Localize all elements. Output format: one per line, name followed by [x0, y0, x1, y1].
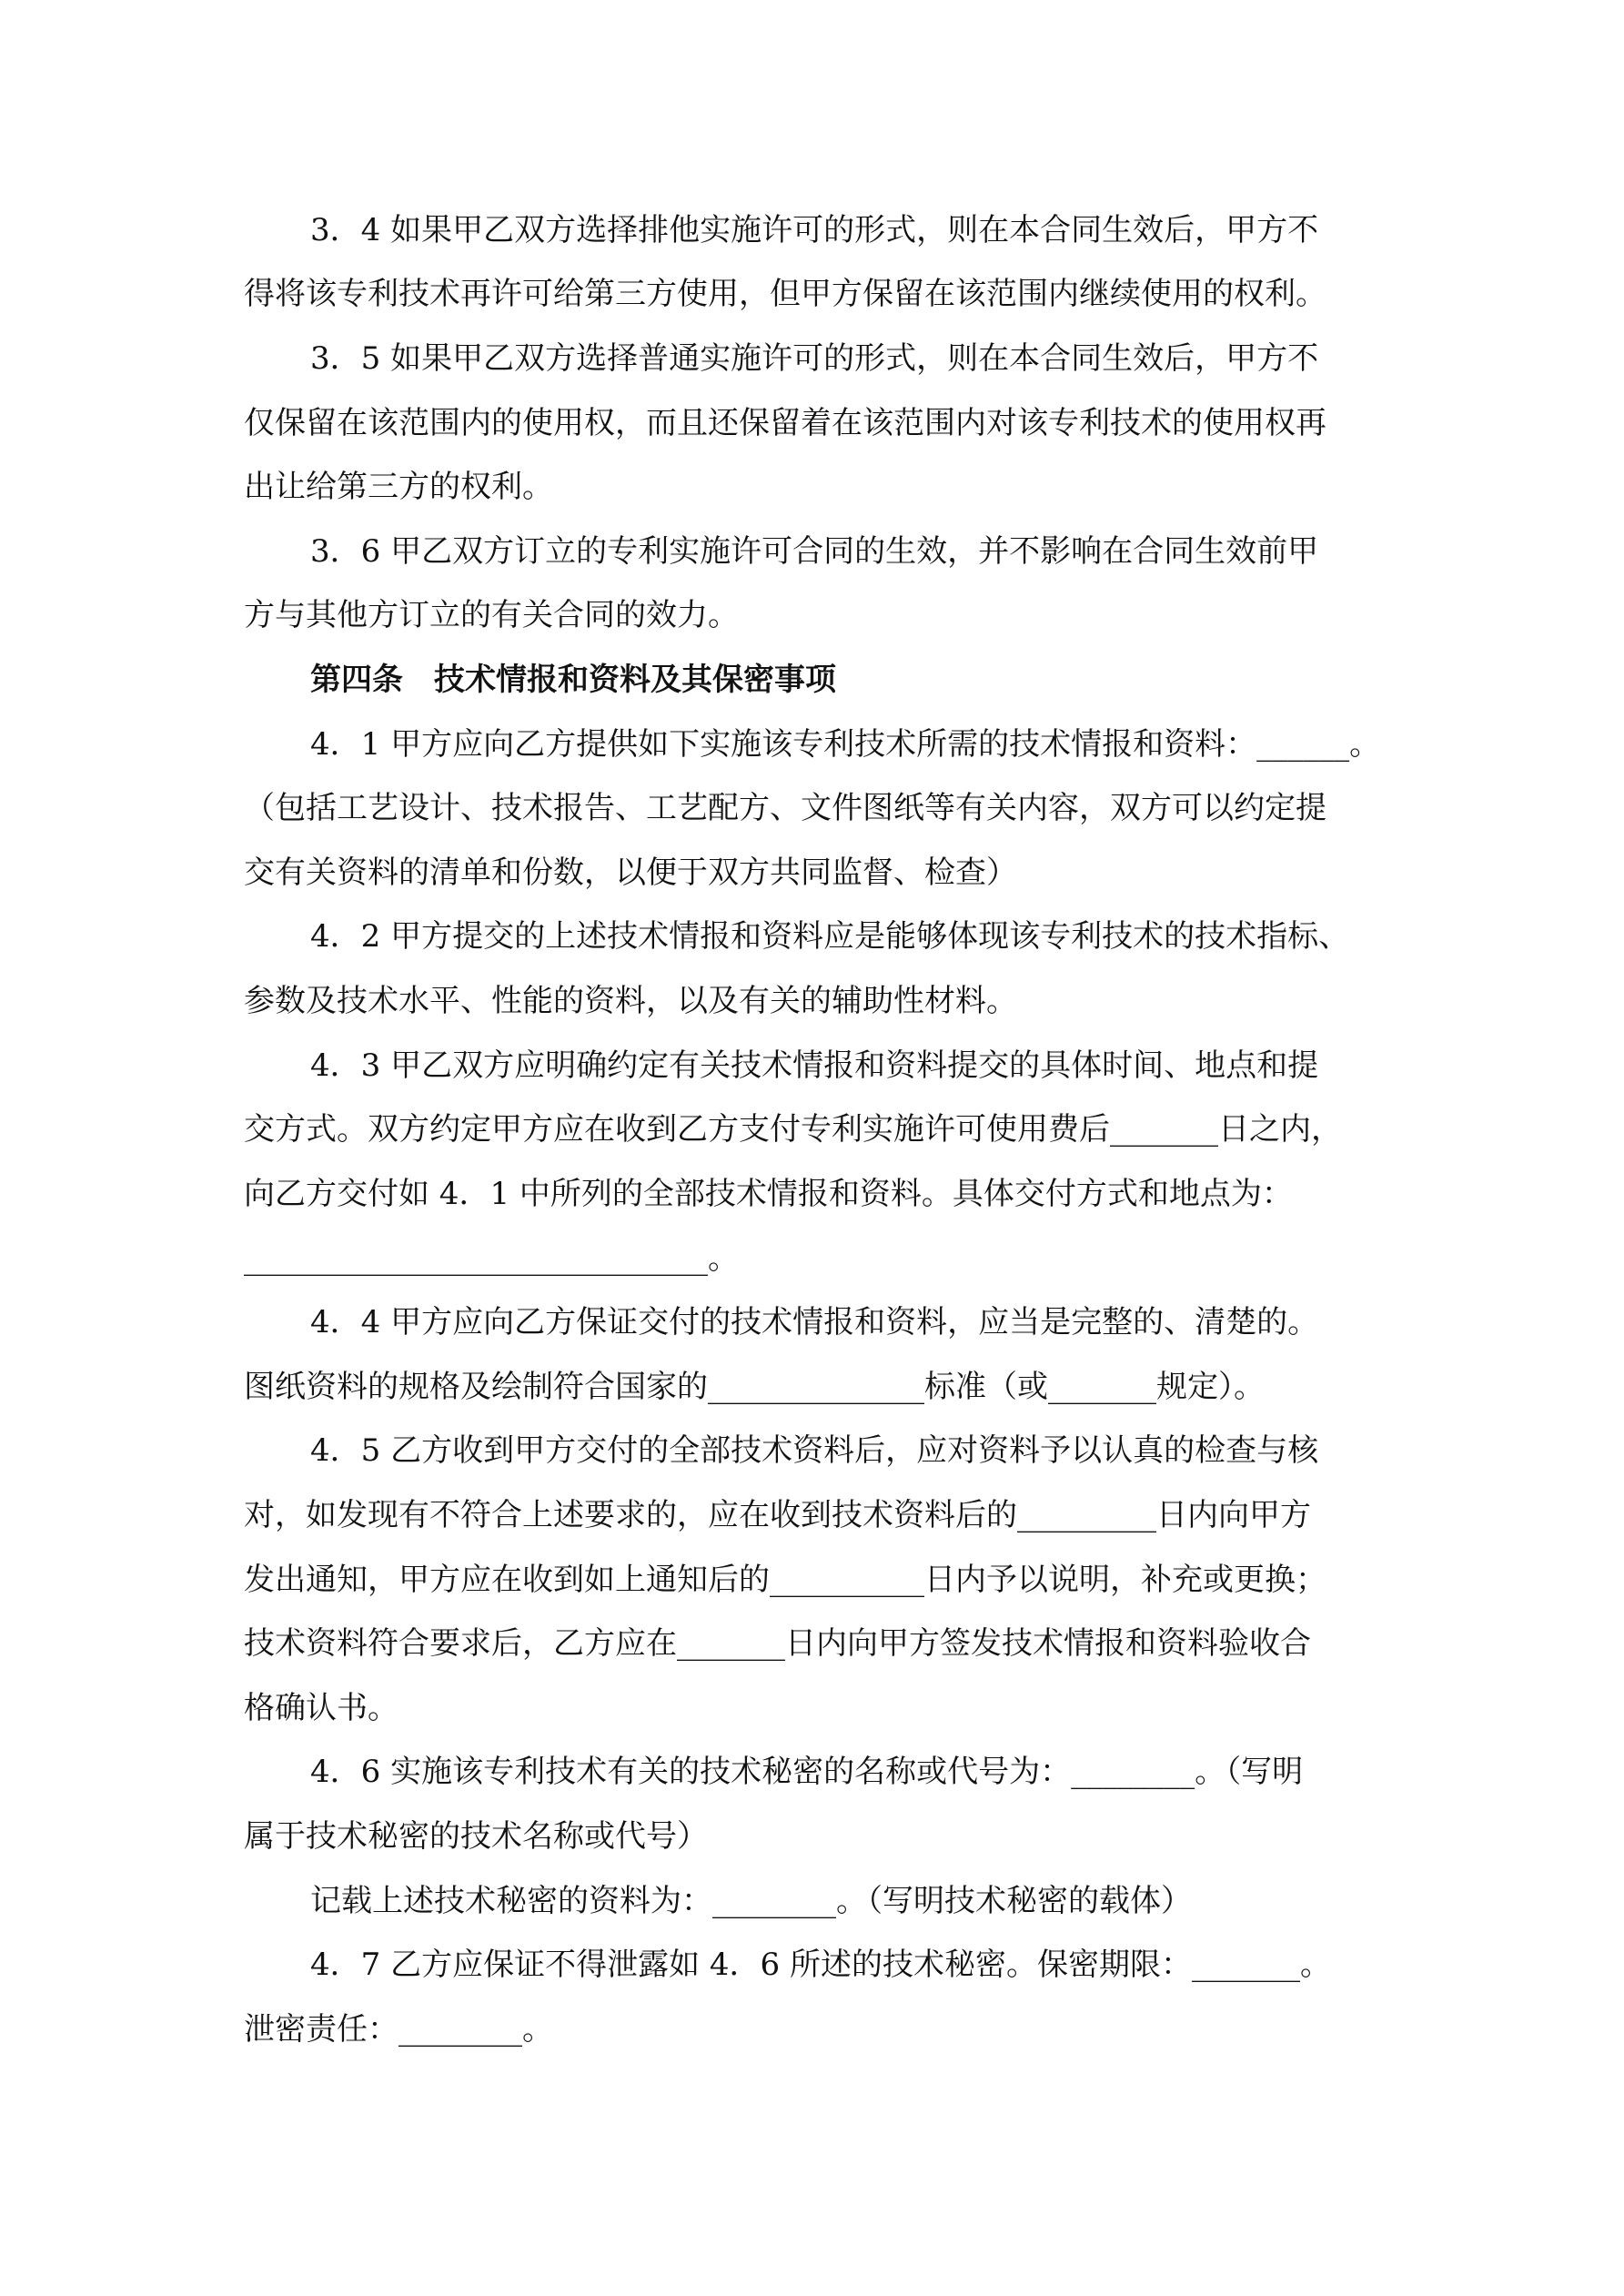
clause-4-6-line-1: 4．6 实施该专利技术有关的技术秘密的名称或代号为：________。（写明: [310, 1754, 1304, 1790]
clause-4-4-line-2: 图纸资料的规格及绘制符合国家的______________标准（或_______规定）。: [244, 1369, 1265, 1405]
clause-4-5-line-3: 发出通知，甲方应在收到如上通知后的__________日内予以说明，补充或更换；: [244, 1562, 1326, 1598]
clause-3-6-line-1: 3．6 甲乙双方订立的专利实施许可合同的生效，并不影响在合同生效前甲: [310, 533, 1319, 570]
clause-4-3-line-4: ______________________________。: [244, 1240, 739, 1277]
clause-4-6-line-3: 记载上述技术秘密的资料为：________。（写明技术秘密的载体）: [310, 1883, 1192, 1919]
clause-4-1-line-1: 4．1 甲方应向乙方提供如下实施该专利技术所需的技术情报和资料：______。: [310, 726, 1381, 763]
clause-4-5-line-4: 技术资料符合要求后，乙方应在_______日内向甲方签发技术情报和资料验收合: [244, 1625, 1311, 1662]
clause-4-3-line-3: 向乙方交付如 4．1 中所列的全部技术情报和资料。具体交付方式和地点为：: [244, 1176, 1293, 1212]
clause-4-6-line-2: 属于技术秘密的技术名称或代号）: [244, 1818, 708, 1855]
clause-4-3-line-1: 4．3 甲乙双方应明确约定有关技术情报和资料提交的具体时间、地点和提: [310, 1047, 1319, 1084]
clause-4-2-line-1: 4．2 甲方提交的上述技术情报和资料应是能够体现该专利技术的技术指标、: [310, 918, 1350, 955]
clause-4-3-line-2: 交方式。双方约定甲方应在收到乙方支付专利实施许可使用费后_______日之内，: [244, 1111, 1342, 1148]
clause-4-5-line-5: 格确认书。: [244, 1690, 398, 1726]
clause-4-7-line-2: 泄密责任：________。: [244, 2011, 553, 2048]
clause-4-5-line-2: 对，如发现有不符合上述要求的，应在收到技术资料后的_________日内向甲方: [244, 1497, 1311, 1533]
clause-4-2-line-2: 参数及技术水平、性能的资料，以及有关的辅助性材料。: [244, 983, 1017, 1019]
clause-4-5-line-1: 4．5 乙方收到甲方交付的全部技术资料后，应对资料予以认真的检查与核: [310, 1432, 1319, 1469]
clause-4-1-line-2: （包括工艺设计、技术报告、工艺配方、文件图纸等有关内容，双方可以约定提: [244, 790, 1326, 826]
clause-3-4-line-1: 3．4 如果甲乙双方选择排他实施许可的形式，则在本合同生效后，甲方不: [310, 212, 1319, 248]
clause-4-1-line-3: 交有关资料的清单和份数，以便于双方共同监督、检查）: [244, 855, 1017, 891]
clause-3-5-line-2: 仅保留在该范围内的使用权，而且还保留着在该范围内对该专利技术的使用权再: [244, 405, 1326, 441]
clause-3-5-line-1: 3．5 如果甲乙双方选择普通实施许可的形式，则在本合同生效后，甲方不: [310, 340, 1319, 377]
clause-3-5-line-3: 出让给第三方的权利。: [244, 469, 553, 505]
article-4-heading: 第四条 技术情报和资料及其保密事项: [310, 662, 836, 698]
clause-3-4-line-2: 得将该专利技术再许可给第三方使用，但甲方保留在该范围内继续使用的权利。: [244, 276, 1326, 312]
clause-4-4-line-1: 4．4 甲方应向乙方保证交付的技术情报和资料，应当是完整的、清楚的。: [310, 1304, 1319, 1340]
clause-4-7-line-1: 4．7 乙方应保证不得泄露如 4．6 所述的技术秘密。保密期限：_______。: [310, 1947, 1331, 1983]
clause-3-6-line-2: 方与其他方订立的有关合同的效力。: [244, 597, 739, 633]
